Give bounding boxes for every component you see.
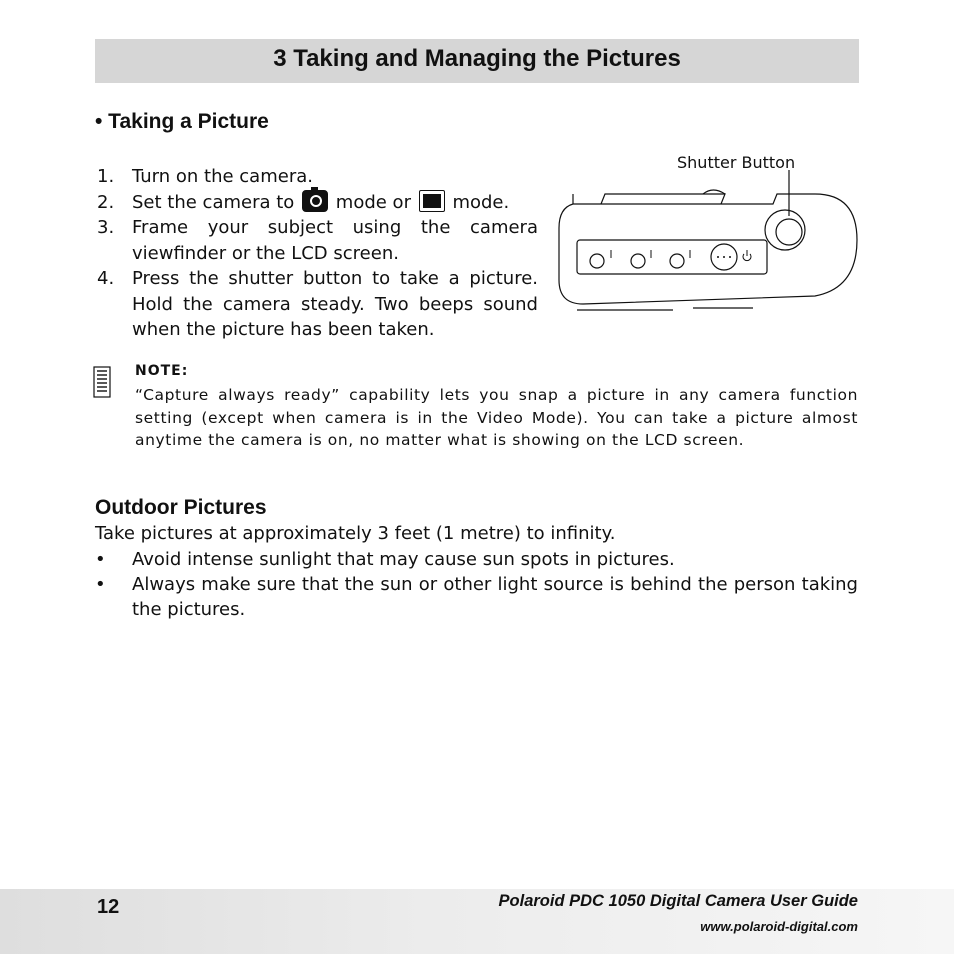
outdoor-intro: Take pictures at approximately 3 feet (1 metre) to infinity. (95, 523, 616, 544)
outdoor-heading: Outdoor Pictures (95, 496, 267, 519)
step-text: Frame your subject using the camera viewfinder or the LCD screen. (132, 217, 538, 264)
note-label: NOTE: (135, 363, 189, 379)
step-item (97, 266, 538, 343)
chapter-title: 3 Taking and Managing the Pictures (273, 45, 681, 72)
step-number: 3. (97, 217, 115, 238)
bullet-text: Avoid intense sunlight that may cause sun spots in pictures. (132, 549, 675, 570)
delete-button (670, 254, 684, 268)
step-item (97, 190, 538, 216)
timer-button (590, 254, 604, 268)
flash-housing (601, 194, 725, 204)
steps-list (97, 164, 538, 343)
bullet-text: Always make sure that the sun or other light source is behind the person taking the pictures. (132, 574, 858, 620)
flash-button (631, 254, 645, 268)
chapter-header (95, 39, 859, 83)
outdoor-bullets (95, 547, 858, 622)
step-text (132, 190, 538, 216)
bullet-icon: • (95, 574, 106, 595)
list-item (95, 547, 858, 572)
step-item (97, 215, 538, 266)
shutter-button-callout: Shutter Button (677, 153, 796, 172)
step-text: Turn on the camera. (132, 166, 313, 187)
camera-mode-icon (302, 190, 328, 212)
step-number: 4. (97, 268, 115, 289)
viewfinder-bump (703, 190, 725, 194)
note-body: “Capture always ready” capability lets you snap a picture in any camera function setting (except when camera is in the Video Mode). You can take a picture almost anytime the camera is on, no matter what is showing on the LCD screen. (135, 386, 858, 449)
section-heading: • Taking a Picture (95, 110, 269, 133)
step-text: Press the shutter button to take a picture. Hold the camera steady. Two beeps sound when the picture has been taken. (132, 268, 538, 340)
website-link[interactable]: www.polaroid-digital.com (700, 919, 858, 934)
step-number: 1. (97, 166, 115, 187)
page-number: 12 (97, 896, 120, 918)
step-text-part: Set the camera to (132, 191, 295, 213)
power-icon (743, 250, 751, 261)
step-number: 2. (97, 191, 115, 213)
list-item (95, 572, 858, 622)
guide-title: Polaroid PDC 1050 Digital Camera User Guide (498, 892, 858, 910)
video-mode-icon (419, 190, 445, 212)
camera-base-lines (577, 308, 753, 310)
shutter-button (776, 219, 802, 245)
notepad-icon (93, 366, 111, 398)
camera-body-outline (559, 194, 857, 304)
camera-top-illustration (553, 170, 858, 320)
step-text-part: mode or (335, 191, 411, 213)
bullet-icon: • (95, 549, 106, 570)
step-text-part: mode. (452, 191, 510, 213)
